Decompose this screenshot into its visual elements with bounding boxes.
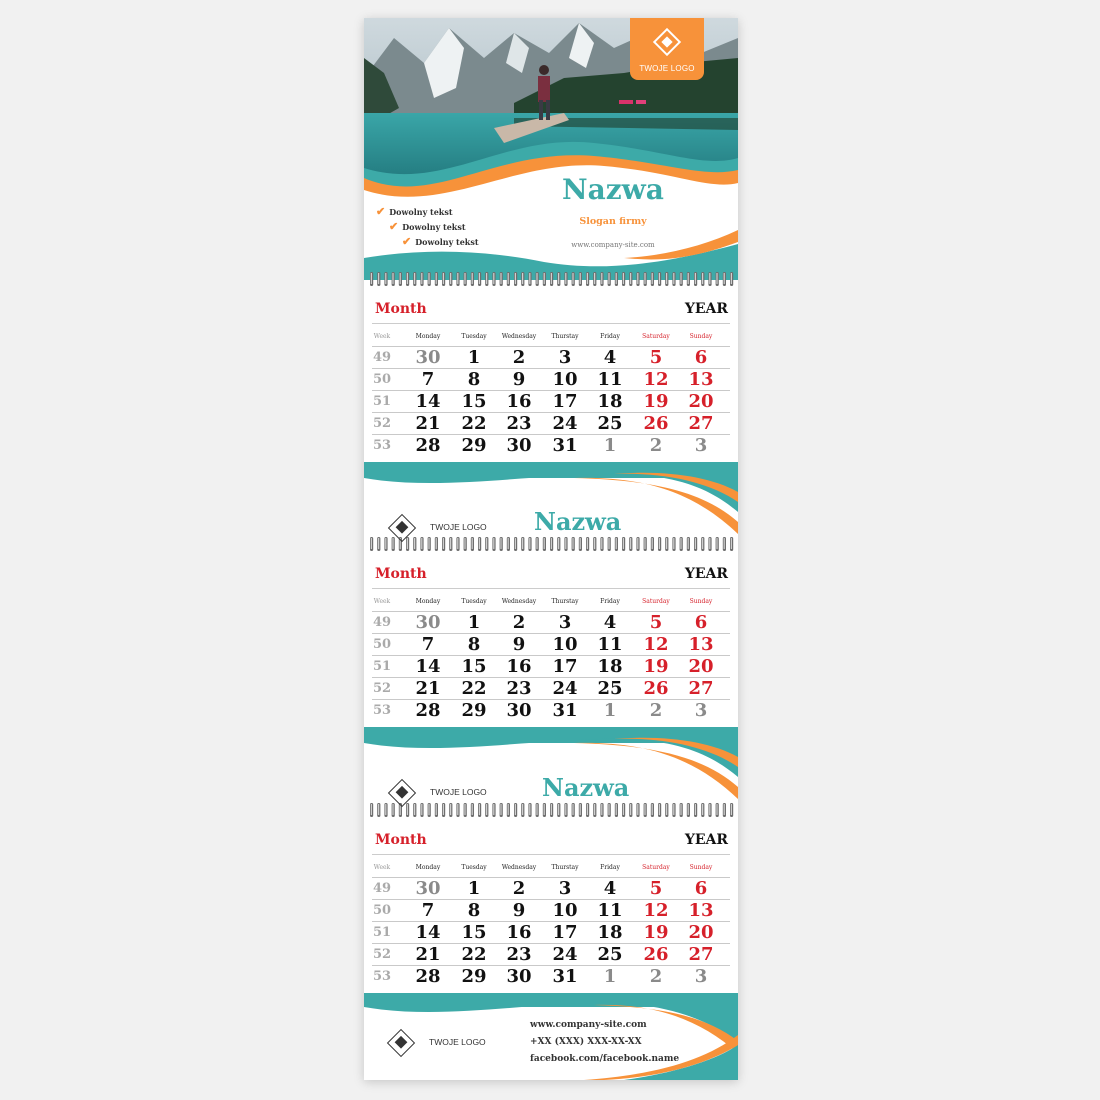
day-cell: 7: [421, 900, 435, 921]
day-cell: 30: [506, 700, 532, 721]
week-number: 50: [372, 637, 392, 652]
month-label: Month: [375, 566, 427, 582]
day-cell: 2: [512, 347, 526, 368]
calendar-grid: [364, 297, 738, 472]
day-cell: 18: [597, 656, 623, 677]
day-cell: 30: [506, 966, 532, 987]
day-cell: 28: [415, 435, 441, 456]
weekday-header: Thurstay: [551, 333, 579, 340]
day-cell: 17: [552, 391, 578, 412]
week-row: [372, 921, 730, 943]
day-cell: 10: [552, 369, 578, 390]
year-label: YEAR: [684, 566, 728, 582]
day-cell: 11: [597, 369, 623, 390]
week-number: 49: [372, 615, 392, 630]
day-cell: 4: [603, 612, 617, 633]
day-cell: 2: [512, 612, 526, 633]
day-cell: 12: [643, 634, 669, 655]
logo-diamond-icon: [653, 28, 681, 56]
day-cell: 14: [415, 391, 441, 412]
day-cell: 18: [597, 391, 623, 412]
weekday-header: Week: [373, 598, 391, 605]
day-cell: 26: [643, 678, 669, 699]
day-cell: 25: [597, 678, 623, 699]
week-number: 50: [372, 903, 392, 918]
day-cell: 27: [688, 678, 714, 699]
day-cell: 22: [461, 944, 487, 965]
day-cell: 19: [643, 656, 669, 677]
day-cell: 3: [558, 612, 572, 633]
day-cell: 1: [603, 435, 617, 456]
day-cell: 30: [415, 347, 441, 368]
weekday-header: Thurstay: [551, 598, 579, 605]
week-number: 51: [372, 394, 392, 409]
weekday-header: Monday: [415, 598, 441, 605]
divider-line: [372, 323, 730, 324]
day-cell: 16: [506, 656, 532, 677]
week-row: [372, 390, 730, 412]
weekday-header: Sunday: [689, 598, 713, 605]
day-cell: 3: [694, 966, 708, 987]
month-label: Month: [375, 832, 427, 848]
divider-line: [372, 588, 730, 589]
day-cell: 25: [597, 944, 623, 965]
day-cell: 11: [597, 900, 623, 921]
week-number: 52: [372, 416, 392, 431]
weekday-header: Tuesday: [461, 864, 487, 871]
header-logo: TWOJE LOGO: [630, 18, 704, 80]
weekday-header: Week: [373, 333, 391, 340]
day-cell: 11: [597, 634, 623, 655]
day-cell: 4: [603, 878, 617, 899]
day-cell: 12: [643, 900, 669, 921]
week-number: 52: [372, 681, 392, 696]
day-cell: 23: [506, 944, 532, 965]
day-cell: 30: [415, 878, 441, 899]
day-cell: 21: [415, 944, 441, 965]
year-label: YEAR: [684, 301, 728, 317]
day-cell: 13: [688, 634, 714, 655]
day-cell: 15: [461, 391, 487, 412]
day-cell: 7: [421, 634, 435, 655]
footer-website: www.company-site.com: [530, 1020, 647, 1030]
week-row: [372, 899, 730, 921]
day-cell: 22: [461, 413, 487, 434]
month-label: Month: [375, 301, 427, 317]
day-cell: 26: [643, 944, 669, 965]
weekday-header: Monday: [415, 333, 441, 340]
weekday-header: Wednesday: [501, 864, 537, 871]
day-cell: 2: [649, 966, 663, 987]
day-cell: 24: [552, 413, 578, 434]
day-cell: 20: [688, 656, 714, 677]
day-cell: 3: [694, 700, 708, 721]
day-cell: 9: [512, 369, 526, 390]
day-cell: 8: [467, 369, 481, 390]
day-cell: 10: [552, 634, 578, 655]
day-cell: 3: [558, 878, 572, 899]
day-cell: 27: [688, 944, 714, 965]
day-cell: 29: [461, 435, 487, 456]
week-number: 51: [372, 925, 392, 940]
year-label: YEAR: [684, 832, 728, 848]
week-number: 51: [372, 659, 392, 674]
week-row: [372, 611, 730, 633]
weekday-header-row: [372, 864, 730, 874]
day-cell: 1: [603, 966, 617, 987]
footer-band: TWOJE LOGO www.company-site.com +XX (XXX) XXX-XX-XX facebook.com/facebook.name: [364, 993, 738, 1080]
weekday-header: Tuesday: [461, 333, 487, 340]
weekday-header: Friday: [600, 333, 620, 340]
day-cell: 31: [552, 700, 578, 721]
week-row: [372, 699, 730, 721]
calendar-grid: [364, 828, 738, 1003]
day-cell: 25: [597, 413, 623, 434]
day-cell: 27: [688, 413, 714, 434]
weekday-header-row: [372, 598, 730, 608]
weekday-header: Saturday: [642, 864, 670, 871]
day-cell: 17: [552, 922, 578, 943]
day-cell: 19: [643, 922, 669, 943]
day-cell: 5: [649, 347, 663, 368]
divider-brand-name: Nazwa: [534, 507, 622, 536]
day-cell: 3: [558, 347, 572, 368]
week-row: [372, 633, 730, 655]
weekday-header: Wednesday: [501, 333, 537, 340]
calendar-header: [364, 18, 738, 280]
spiral-binding: [364, 272, 738, 290]
day-cell: 14: [415, 656, 441, 677]
week-row: [372, 965, 730, 987]
divider-band: TWOJE LOGO Nazwa: [364, 462, 738, 562]
calendar-grid: [364, 562, 738, 737]
day-cell: 18: [597, 922, 623, 943]
weekday-header: Friday: [600, 864, 620, 871]
day-cell: 28: [415, 966, 441, 987]
day-cell: 8: [467, 634, 481, 655]
footer-phone: +XX (XXX) XXX-XX-XX: [530, 1037, 642, 1047]
bullet-item: ✔ Dowolny tekst: [389, 220, 466, 233]
day-cell: 22: [461, 678, 487, 699]
day-cell: 29: [461, 700, 487, 721]
week-row: [372, 677, 730, 699]
footer-facebook: facebook.com/facebook.name: [530, 1054, 680, 1064]
day-cell: 19: [643, 391, 669, 412]
day-cell: 1: [467, 612, 481, 633]
week-row: [372, 434, 730, 456]
week-number: 49: [372, 350, 392, 365]
website: www.company-site.com: [571, 241, 655, 249]
day-cell: 7: [421, 369, 435, 390]
week-number: 49: [372, 881, 392, 896]
weekday-header: Sunday: [689, 333, 713, 340]
day-cell: 3: [694, 435, 708, 456]
brand-name: Nazwa: [562, 173, 664, 206]
day-cell: 1: [467, 878, 481, 899]
day-cell: 23: [506, 678, 532, 699]
day-cell: 21: [415, 678, 441, 699]
day-cell: 17: [552, 656, 578, 677]
weekday-header: Week: [373, 864, 391, 871]
checkmark-icon: ✔: [402, 235, 412, 248]
day-cell: 23: [506, 413, 532, 434]
checkmark-icon: ✔: [389, 220, 399, 233]
day-cell: 13: [688, 900, 714, 921]
day-cell: 2: [649, 435, 663, 456]
day-cell: 5: [649, 612, 663, 633]
week-number: 53: [372, 438, 392, 453]
day-cell: 6: [694, 878, 708, 899]
day-cell: 1: [603, 700, 617, 721]
week-row: [372, 877, 730, 899]
bullet-item: ✔ Dowolny tekst: [376, 205, 453, 218]
bullet-item: ✔ Dowolny tekst: [402, 235, 479, 248]
day-cell: 30: [415, 612, 441, 633]
week-row: [372, 346, 730, 368]
weekday-header: Monday: [415, 864, 441, 871]
day-cell: 6: [694, 347, 708, 368]
day-cell: 31: [552, 435, 578, 456]
day-cell: 29: [461, 966, 487, 987]
week-row: [372, 943, 730, 965]
day-cell: 10: [552, 900, 578, 921]
week-number: 53: [372, 969, 392, 984]
divider-line: [372, 854, 730, 855]
day-cell: 8: [467, 900, 481, 921]
day-cell: 1: [467, 347, 481, 368]
weekday-header: Wednesday: [501, 598, 537, 605]
weekday-header: Tuesday: [461, 598, 487, 605]
wall-calendar: [364, 18, 738, 1080]
week-number: 52: [372, 947, 392, 962]
weekday-header: Friday: [600, 598, 620, 605]
weekday-header: Sunday: [689, 864, 713, 871]
day-cell: 30: [506, 435, 532, 456]
weekday-header-row: [372, 333, 730, 343]
day-cell: 5: [649, 878, 663, 899]
week-number: 50: [372, 372, 392, 387]
day-cell: 2: [512, 878, 526, 899]
day-cell: 28: [415, 700, 441, 721]
week-number: 53: [372, 703, 392, 718]
week-row: [372, 412, 730, 434]
day-cell: 20: [688, 391, 714, 412]
weekday-header: Saturday: [642, 333, 670, 340]
day-cell: 15: [461, 922, 487, 943]
day-cell: 12: [643, 369, 669, 390]
day-cell: 20: [688, 922, 714, 943]
day-cell: 26: [643, 413, 669, 434]
week-row: [372, 368, 730, 390]
day-cell: 9: [512, 900, 526, 921]
divider-band: TWOJE LOGO Nazwa: [364, 727, 738, 829]
day-cell: 9: [512, 634, 526, 655]
week-row: [372, 655, 730, 677]
day-cell: 15: [461, 656, 487, 677]
divider-brand-name: Nazwa: [542, 773, 630, 802]
day-cell: 31: [552, 966, 578, 987]
day-cell: 16: [506, 922, 532, 943]
day-cell: 21: [415, 413, 441, 434]
slogan: Slogan firmy: [579, 216, 647, 227]
weekday-header: Saturday: [642, 598, 670, 605]
day-cell: 16: [506, 391, 532, 412]
day-cell: 2: [649, 700, 663, 721]
day-cell: 24: [552, 944, 578, 965]
day-cell: 24: [552, 678, 578, 699]
checkmark-icon: ✔: [376, 205, 386, 218]
day-cell: 14: [415, 922, 441, 943]
day-cell: 6: [694, 612, 708, 633]
weekday-header: Thurstay: [551, 864, 579, 871]
day-cell: 4: [603, 347, 617, 368]
day-cell: 13: [688, 369, 714, 390]
